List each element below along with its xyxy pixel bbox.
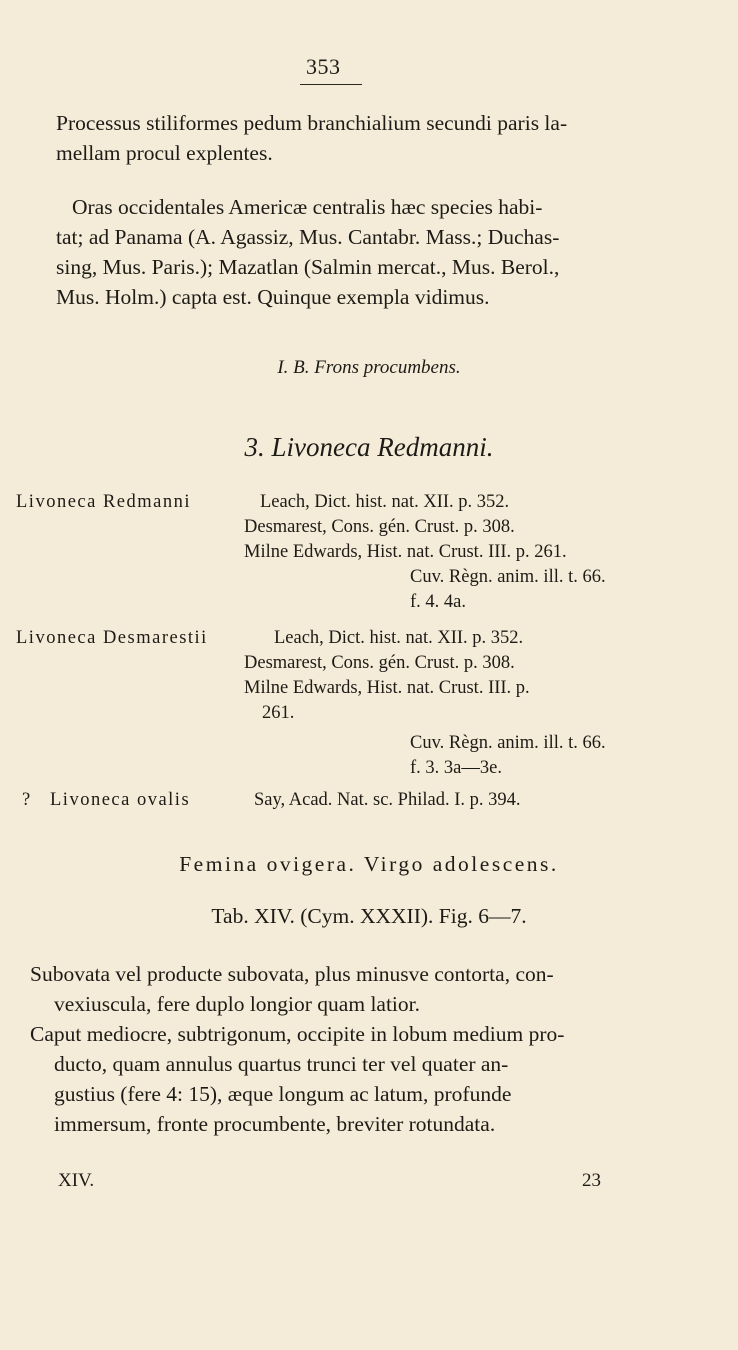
synonym-ref: f. 3. 3a—3e. — [410, 758, 502, 778]
text-line: Caput mediocre, subtrigonum, occipite in lobum medium pro- — [30, 1022, 565, 1046]
signature-mark: XIV. — [58, 1170, 95, 1191]
text-line: Mus. Holm.) capta est. Quinque exempla vidimus. — [56, 285, 490, 309]
synonym-ref: Desmarest, Cons. gén. Crust. p. 308. — [244, 653, 515, 673]
synonym-ref: Leach, Dict. hist. nat. XII. p. 352. — [260, 492, 510, 512]
text-line: Subovata vel producte subovata, plus minusve contorta, con- — [30, 962, 554, 986]
text-line: Processus stiliformes pedum branchialium secundi paris la- — [56, 111, 568, 135]
query-mark: ? — [22, 790, 31, 810]
page-number: 353 — [306, 54, 341, 79]
paragraph-processus — [56, 108, 698, 168]
text-line: Oras occidentales Americæ centralis hæc species habi- — [72, 195, 543, 219]
synonym-ref: Milne Edwards, Hist. nat. Crust. III. p. 261. — [244, 542, 567, 562]
section-heading: I. B. Frons procumbens. — [277, 357, 461, 378]
synonym-ref: Leach, Dict. hist. nat. XII. p. 352. — [274, 628, 524, 648]
page-number-rule — [300, 84, 362, 85]
text-line: tat; ad Panama (A. Agassiz, Mus. Cantabr. Mass.; Duchas- — [56, 225, 560, 249]
text-line: sing, Mus. Paris.); Mazatlan (Salmin mercat., Mus. Berol., — [56, 255, 560, 279]
synonym-name: Livoneca Desmarestii — [16, 628, 208, 648]
synonym-name: Livoneca Redmanni — [16, 492, 191, 512]
paragraph-habitat — [56, 192, 698, 312]
synonym-ref: Say, Acad. Nat. sc. Philad. I. p. 394. — [254, 790, 521, 810]
text-line: immersum, fronte procumbente, breviter rotundata. — [54, 1112, 496, 1136]
species-title: 3. Livoneca Redmanni. — [244, 432, 494, 462]
synonym-ref: Milne Edwards, Hist. nat. Crust. III. p. — [244, 678, 530, 698]
femina-line: Femina ovigera. Virgo adolescens. — [179, 852, 559, 876]
synonym-ref: Cuv. Règn. anim. ill. t. 66. — [410, 567, 606, 587]
gathering-number: 23 — [582, 1170, 601, 1191]
synonym-ref: f. 4. 4a. — [410, 592, 466, 612]
text-line: vexiuscula, fere duplo longior quam latior. — [54, 992, 421, 1016]
tab-reference: Tab. XIV. (Cym. XXXII). Fig. 6—7. — [211, 904, 527, 928]
synonym-ref: Desmarest, Cons. gén. Crust. p. 308. — [244, 517, 515, 537]
paragraph-caput — [30, 1019, 698, 1139]
synonym-ref: 261. — [262, 703, 295, 723]
text-line: ducto, quam annulus quartus trunci ter vel quater an- — [54, 1052, 509, 1076]
text-line: mellam procul explentes. — [56, 141, 273, 165]
text-line: gustius (fere 4: 15), æque longum ac latum, profunde — [54, 1082, 512, 1106]
synonym-ref: Cuv. Règn. anim. ill. t. 66. — [410, 733, 606, 753]
synonym-name: Livoneca ovalis — [50, 790, 191, 810]
paragraph-subovata — [30, 959, 698, 1019]
